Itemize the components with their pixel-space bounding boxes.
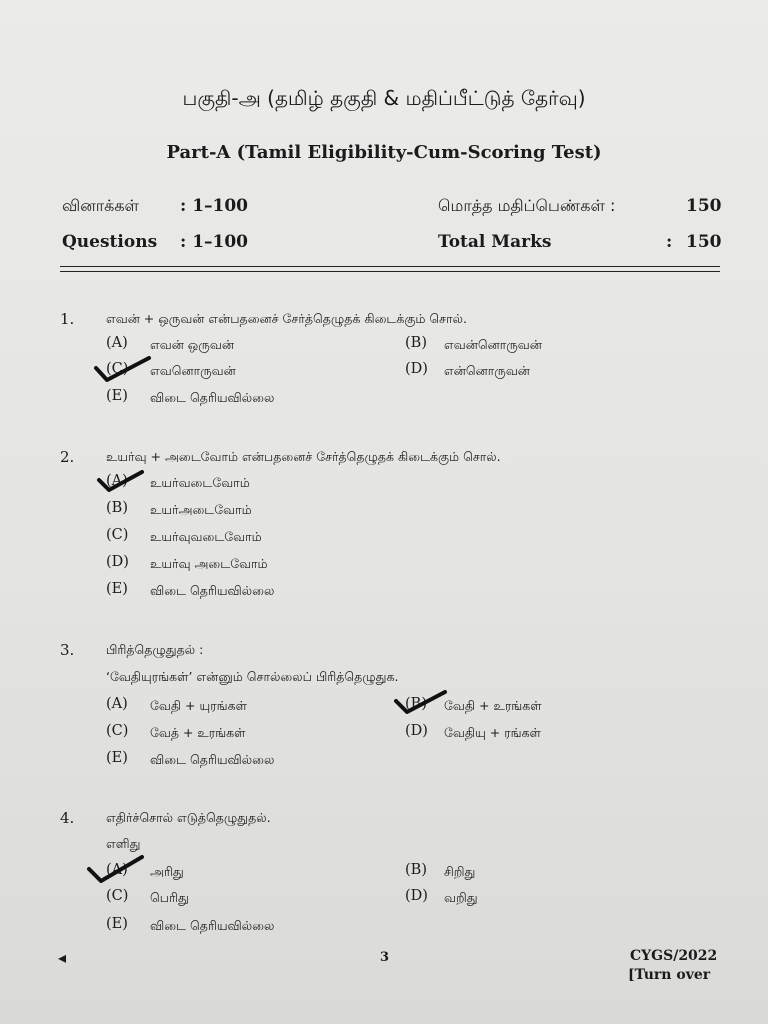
option-label: (C): [106, 527, 129, 543]
option-text: என்னொருவன்: [444, 363, 530, 378]
question-number: 3.: [60, 641, 75, 659]
option-text: விடை தெரியவில்லை: [150, 583, 275, 598]
option-label: (D): [405, 888, 428, 904]
option-text: உயர்வு அடைவோம்: [150, 556, 268, 571]
marks-colon-english: :: [666, 232, 673, 252]
question-text: பிரித்தெழுதுதல் :: [106, 642, 204, 657]
option-label: (D): [405, 361, 428, 377]
question-number: 4.: [60, 809, 75, 827]
option-text: எவனொருவன்: [150, 363, 236, 378]
marks-value-english: 150: [686, 232, 722, 252]
option-label: (C): [106, 888, 129, 904]
question-text: எவன் + ஒருவன் என்பதனைச் சேர்த்தெழுதக் கிடைக்கும் சொல்.: [106, 311, 467, 326]
marks-label-english: Total Marks: [438, 232, 552, 252]
option-label: (E): [106, 750, 128, 766]
question-text: உயர்வு + அடைவோம் என்பதனைச் சேர்த்தெழுதக் கிடைக்கும் சொல்.: [106, 449, 501, 464]
option-label: (B): [405, 335, 427, 351]
option-text: பெரிது: [150, 890, 189, 905]
checkmark-icon: [96, 468, 146, 494]
question-number: 1.: [60, 310, 75, 328]
option-text: வேத் + உரங்கள்: [150, 725, 246, 740]
question-subtext: ‘வேதியுரங்கள்’ என்னும் சொல்லைப் பிரித்தெழுதுக.: [106, 669, 399, 684]
option-label: (E): [106, 916, 128, 932]
option-label: (B): [405, 696, 427, 712]
question-text: எதிர்ச்சொல் எடுத்தெழுதுதல்.: [106, 810, 271, 825]
header-divider-bottom: [60, 271, 720, 272]
option-label: (E): [106, 388, 128, 404]
option-label: (E): [106, 581, 128, 597]
marks-value-tamil: 150: [686, 196, 722, 216]
option-label: (C): [106, 723, 129, 739]
option-text: வேதியு + ரங்கள்: [444, 725, 541, 740]
option-text: வேதி + உரங்கள்: [444, 698, 542, 713]
option-label: (C): [106, 361, 129, 377]
back-arrow-icon: ◂: [58, 948, 67, 967]
option-label: (D): [405, 723, 428, 739]
checkmark-icon: [93, 354, 153, 384]
option-text: அரிது: [150, 864, 184, 879]
page-number: 3: [380, 950, 390, 965]
checkmark-icon: [86, 853, 146, 885]
questions-range-english: : 1–100: [180, 232, 249, 252]
option-label: (D): [106, 554, 129, 570]
questions-range-tamil: : 1–100: [180, 196, 249, 216]
marks-label-tamil: மொத்த மதிப்பெண்கள் :: [438, 196, 616, 215]
paper-code: CYGS/2022: [630, 948, 718, 964]
option-text: உயர்வடைவோம்: [150, 475, 250, 490]
option-text: உயர்வுவடைவோம்: [150, 529, 262, 544]
option-text: வேதி + யுரங்கள்: [150, 698, 247, 713]
option-text: விடை தெரியவில்லை: [150, 752, 275, 767]
question-subtext: எளிது: [106, 836, 141, 851]
questions-label-tamil: வினாக்கள்: [62, 196, 139, 215]
option-text: வறிது: [444, 890, 478, 905]
option-text: எவன்னொருவன்: [444, 337, 542, 352]
option-label: (A): [106, 696, 128, 712]
option-text: உயர்அடைவோம்: [150, 502, 252, 517]
option-text: சிறிது: [444, 864, 476, 879]
question-number: 2.: [60, 448, 75, 466]
header-divider-top: [60, 266, 720, 267]
option-text: விடை தெரியவில்லை: [150, 918, 275, 933]
option-label: (B): [106, 500, 128, 516]
option-label: (B): [405, 862, 427, 878]
turn-over-note: [Turn over: [628, 967, 711, 983]
title-tamil: பகுதி-அ (தமிழ் தகுதி & மதிப்பீட்டுத் தேர்வு): [182, 86, 586, 110]
option-text: விடை தெரியவில்லை: [150, 390, 275, 405]
checkmark-icon: [393, 688, 449, 716]
option-label: (A): [106, 473, 128, 489]
questions-label-english: Questions: [62, 232, 158, 252]
option-label: (A): [106, 862, 128, 878]
option-label: (A): [106, 335, 128, 351]
option-text: எவன் ஒருவன்: [150, 337, 234, 352]
title-english: Part-A (Tamil Eligibility-Cum-Scoring Test): [166, 142, 602, 163]
